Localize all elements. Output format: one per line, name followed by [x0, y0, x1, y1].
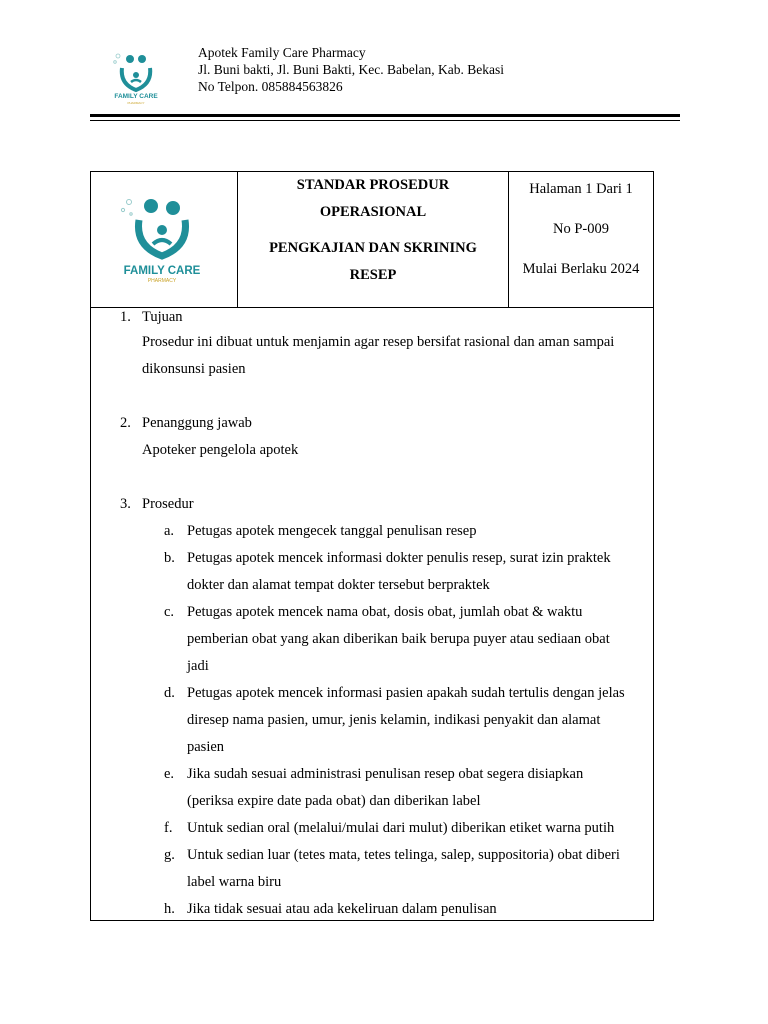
item-d-line-2: diresep nama pasien, umur, jenis kelamin, indikasi penyakit dan alamat	[187, 712, 601, 728]
item-g-line-1: Untuk sedian luar (tetes mata, tetes telinga, salep, suppositoria) obat diberi	[187, 847, 620, 863]
sop-title-line1: STANDAR PROSEDUR	[296, 177, 450, 193]
letterhead-logo	[112, 50, 160, 106]
item-e-line-2: (periksa expire date pada obat) dan diberikan label	[187, 793, 481, 809]
header-rule-thin	[90, 120, 680, 121]
section-2-title: Penanggung jawab	[142, 415, 252, 431]
company-address: Jl. Buni bakti, Jl. Buni Bakti, Kec. Babelan, Kab. Bekasi	[198, 62, 504, 77]
header-rule-thick	[90, 114, 680, 117]
sop-title-cell	[238, 172, 509, 307]
section-2-number: 2.	[120, 415, 131, 431]
sop-subtitle-line2: RESEP	[349, 267, 397, 283]
sop-number: No P-009	[553, 221, 609, 237]
item-h-line-1: Jika tidak sesuai atau ada kekeliruan dalam penulisan	[187, 901, 497, 917]
section-3-title: Prosedur	[142, 496, 194, 512]
sop-meta-cell	[509, 172, 653, 307]
section-1-title: Tujuan	[142, 309, 183, 325]
item-c-line-2: pemberian obat yang akan diberikan baik berupa puyer atau sediaan obat	[187, 631, 610, 647]
sop-logo-name: FAMILY CARE	[123, 265, 201, 277]
item-d-line-1: Petugas apotek mencek informasi pasien apakah sudah tertulis dengan jelas	[187, 685, 625, 701]
section-2-text: Apoteker pengelola apotek	[142, 442, 299, 458]
sop-subtitle-line1: PENGKAJIAN DAN SKRINING	[269, 240, 477, 256]
letterhead-text	[198, 44, 504, 95]
sop-page: Halaman 1 Dari 1	[529, 181, 633, 197]
sop-title-line2: OPERASIONAL	[319, 204, 427, 220]
letterhead-logo-name: FAMILY CARE	[114, 93, 158, 100]
item-f-marker: f.	[164, 820, 173, 836]
company-name: Apotek Family Care Pharmacy	[198, 45, 366, 60]
section-1-text-1: Prosedur ini dibuat untuk menjamin agar resep bersifat rasional dan aman sampai	[142, 334, 615, 350]
section-1-number: 1.	[120, 309, 131, 325]
sop-frame	[90, 171, 654, 921]
company-phone: No Telpon. 085884563826	[198, 79, 343, 94]
item-g-line-2: label warna biru	[187, 874, 282, 890]
sop-header-row	[91, 172, 653, 308]
item-b-marker: b.	[164, 550, 175, 566]
item-b-line-1: Petugas apotek mencek informasi dokter penulis resep, surat izin praktek	[187, 550, 611, 566]
item-e-line-1: Jika sudah sesuai administrasi penulisan resep obat segera disiapkan	[187, 766, 584, 782]
item-c-line-1: Petugas apotek mencek nama obat, dosis obat, jumlah obat & waktu	[187, 604, 583, 620]
sop-effective: Mulai Berlaku 2024	[522, 261, 640, 277]
sop-logo-sub: PHARMACY	[147, 278, 177, 284]
sop-logo-cell	[91, 172, 238, 307]
item-c-line-3: jadi	[187, 658, 209, 674]
item-c-marker: c.	[164, 604, 175, 620]
item-a-line-1: Petugas apotek mengecek tanggal penulisan resep	[187, 523, 477, 539]
item-d-line-3: pasien	[187, 739, 225, 755]
item-f-line-1: Untuk sedian oral (melalui/mulai dari mulut) diberikan etiket warna putih	[187, 820, 615, 836]
section-3-number: 3.	[120, 496, 131, 512]
item-h-marker: h.	[164, 901, 175, 917]
item-a-marker: a.	[164, 523, 175, 539]
item-b-line-2: dokter dan alamat tempat dokter tersebut berpraktek	[187, 577, 490, 593]
letterhead-logo-sub: PHARMACY	[127, 101, 145, 105]
item-d-marker: d.	[164, 685, 175, 701]
item-g-marker: g.	[164, 847, 175, 863]
sop-logo	[115, 194, 213, 284]
section-1-text-2: dikonsunsi pasien	[142, 361, 246, 377]
item-e-marker: e.	[164, 766, 175, 782]
